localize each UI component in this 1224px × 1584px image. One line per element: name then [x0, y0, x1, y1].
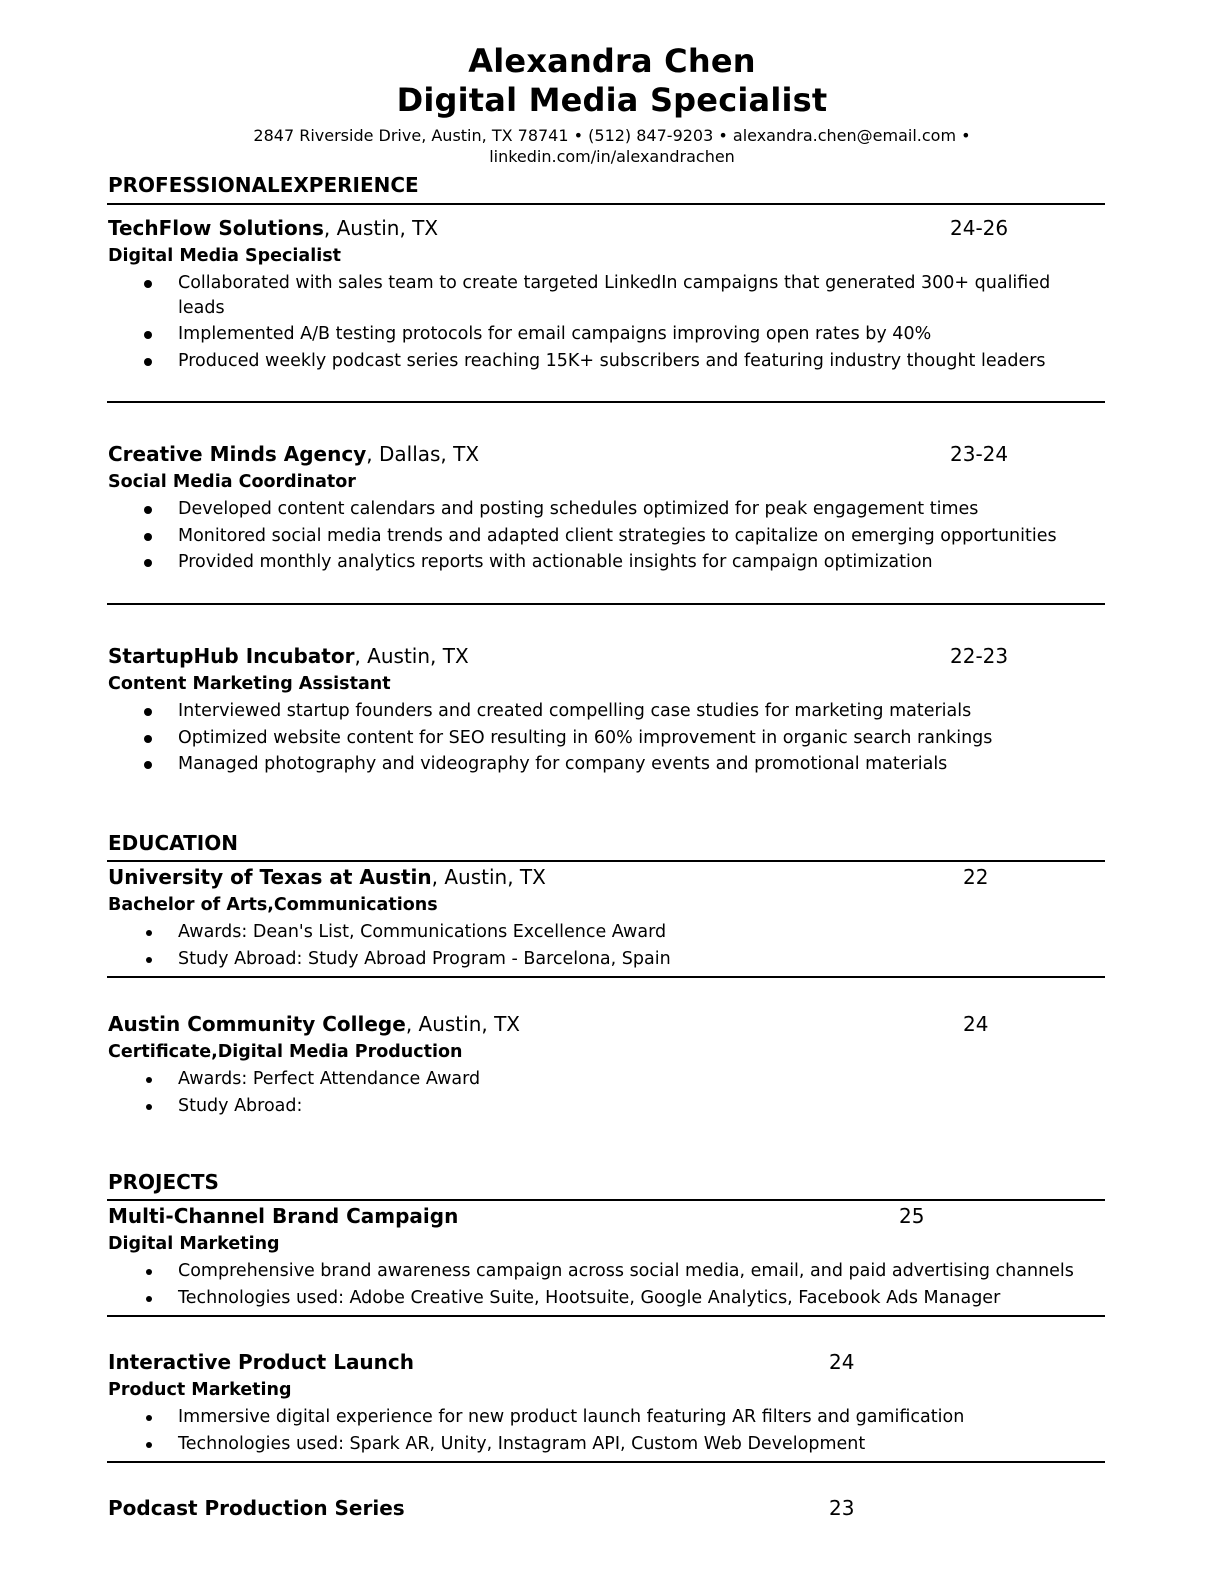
bullet-text: Developed content calendars and posting schedules optimized for peak engagement times: [178, 499, 979, 519]
candidate-title: Digital Media Specialist: [396, 81, 828, 119]
entry-divider: [107, 603, 1105, 605]
company-location: , Austin, TX: [354, 644, 469, 668]
project-bullets: [108, 1405, 1118, 1458]
bullet-text: Awards: Perfect Attendance Award: [178, 1069, 481, 1089]
project-year: 25: [899, 1204, 925, 1228]
company-location: , Austin, TX: [323, 216, 439, 240]
bullet-item: [108, 322, 1098, 347]
section-divider: [107, 203, 1105, 205]
job-dates: 23-24: [950, 442, 1009, 466]
project-year: 24: [829, 1350, 855, 1374]
candidate-name: Alexandra Chen: [468, 42, 756, 80]
project-heading: [108, 1495, 405, 1521]
bullet-icon: [146, 1442, 152, 1448]
section-divider: [107, 1199, 1105, 1201]
bullet-item: [108, 947, 1118, 972]
section-title-education: EDUCATION: [108, 831, 238, 855]
bullet-text: Study Abroad: Study Abroad Program - Barcelona, Spain: [178, 948, 671, 969]
company-name: TechFlow Solutions: [108, 216, 324, 240]
bullet-item: [108, 1286, 1118, 1311]
bullet-icon: [144, 280, 152, 288]
bullet-text: Optimized website content for SEO resulting in 60% improvement in organic search rankings: [178, 727, 993, 748]
company-name: Creative Minds Agency: [108, 442, 367, 466]
entry-divider: [107, 1461, 1105, 1463]
bullet-icon: [144, 735, 152, 743]
education-year: 22: [963, 865, 989, 889]
bullet-text: Awards: Dean's List, Communications Excellence Award: [178, 922, 667, 942]
job-role: Social Media Coordinator: [108, 472, 356, 492]
bullet-item: [108, 1432, 1118, 1457]
bullet-text: Technologies used: Adobe Creative Suite, Hootsuite, Google Analytics, Facebook Ads Manager: [178, 1287, 1001, 1308]
section-title-experience: PROFESSIONALEXPERIENCE: [108, 173, 419, 197]
job-bullets: [108, 497, 1108, 577]
job-role: Digital Media Specialist: [108, 246, 341, 266]
job-heading: [108, 215, 438, 241]
bullet-text: Produced weekly podcast series reaching 15K+ subscribers and featuring industry thought leaders: [178, 350, 1046, 371]
project-bullets: [108, 1259, 1118, 1312]
bullet-icon: [144, 331, 152, 339]
bullet-text: Monitored social media trends and adapted client strategies to capitalize on emerging opportunities: [178, 525, 1057, 546]
bullet-text: Study Abroad:: [178, 1095, 303, 1116]
bullet-item: [108, 349, 1098, 374]
bullet-item: [108, 699, 1118, 724]
bullet-item: [108, 550, 1108, 575]
school-location: , Austin, TX: [431, 865, 546, 889]
project-name: Interactive Product Launch: [108, 1350, 415, 1374]
bullet-icon: [144, 708, 152, 716]
bullet-icon: [146, 1077, 152, 1083]
bullet-icon: [146, 1296, 152, 1302]
bullet-icon: [144, 761, 152, 769]
job-bullets: [108, 699, 1118, 779]
bullet-icon: [146, 957, 152, 963]
project-category: Digital Marketing: [108, 1234, 280, 1254]
entry-divider: [107, 976, 1105, 978]
degree: Certificate,Digital Media Production: [108, 1042, 463, 1062]
contact-line-address-phone-email: 2847 Riverside Drive, Austin, TX 78741 • (512) 847-9203 • alexandra.chen@email.com •: [253, 126, 971, 145]
degree: Bachelor of Arts,Communications: [108, 895, 438, 915]
bullet-icon: [146, 930, 152, 936]
entry-divider: [107, 1315, 1105, 1317]
company-name: StartupHub Incubator: [108, 644, 355, 668]
education-bullets: [108, 920, 1118, 973]
contact-line-linkedin: linkedin.com/in/alexandrachen: [489, 147, 735, 166]
bullet-item: [108, 1094, 1118, 1119]
bullet-item: [108, 524, 1108, 549]
bullet-text: Managed photography and videography for company events and promotional materials: [178, 754, 948, 774]
bullet-icon: [144, 559, 152, 567]
bullet-item: [108, 920, 1118, 945]
job-role: Content Marketing Assistant: [108, 674, 391, 694]
bullet-item: [108, 752, 1118, 777]
bullet-icon: [144, 506, 152, 514]
bullet-icon: [144, 358, 152, 366]
bullet-text: Immersive digital experience for new product launch featuring AR filters and gamification: [178, 1407, 965, 1427]
education-bullets: [108, 1067, 1118, 1120]
entry-divider: [107, 401, 1105, 403]
bullet-text: Implemented A/B testing protocols for email campaigns improving open rates by 40%: [178, 324, 932, 344]
job-heading: [108, 643, 469, 669]
project-heading: [108, 1349, 414, 1375]
bullet-item: [108, 1067, 1118, 1092]
contact-info: [0, 125, 1224, 167]
bullet-icon: [146, 1269, 152, 1275]
bullet-text: Comprehensive brand awareness campaign across social media, email, and paid advertising channels: [178, 1261, 1074, 1281]
bullet-text: Technologies used: Spark AR, Unity, Instagram API, Custom Web Development: [178, 1433, 866, 1454]
bullet-item: [108, 1259, 1118, 1284]
job-heading: [108, 441, 479, 467]
bullet-icon: [146, 1415, 152, 1421]
bullet-icon: [146, 1104, 152, 1110]
school-name: Austin Community College: [108, 1012, 406, 1036]
bullet-text: Collaborated with sales team to create targeted LinkedIn campaigns that generated 300+ qualified leads: [178, 273, 1051, 318]
education-year: 24: [963, 1012, 989, 1036]
school-location: , Austin, TX: [405, 1012, 521, 1036]
job-bullets: [108, 271, 1098, 375]
company-location: , Dallas, TX: [366, 442, 480, 466]
project-name: Podcast Production Series: [108, 1496, 405, 1520]
school-name: University of Texas at Austin: [108, 865, 432, 889]
job-dates: 22-23: [950, 644, 1009, 668]
project-heading: [108, 1203, 458, 1229]
section-title-projects: PROJECTS: [108, 1170, 219, 1194]
bullet-text: Interviewed startup founders and created compelling case studies for marketing materials: [178, 701, 972, 721]
job-dates: 24-26: [950, 216, 1009, 240]
bullet-item: [108, 1405, 1118, 1430]
bullet-item: [108, 726, 1118, 751]
bullet-icon: [144, 533, 152, 541]
education-heading: [108, 864, 546, 890]
bullet-text: Provided monthly analytics reports with actionable insights for campaign optimization: [178, 552, 933, 572]
education-heading: [108, 1011, 520, 1037]
section-divider: [107, 860, 1105, 862]
bullet-item: [108, 271, 1098, 320]
project-name: Multi-Channel Brand Campaign: [108, 1204, 459, 1228]
bullet-item: [108, 497, 1108, 522]
project-category: Product Marketing: [108, 1380, 292, 1400]
project-year: 23: [829, 1496, 855, 1520]
